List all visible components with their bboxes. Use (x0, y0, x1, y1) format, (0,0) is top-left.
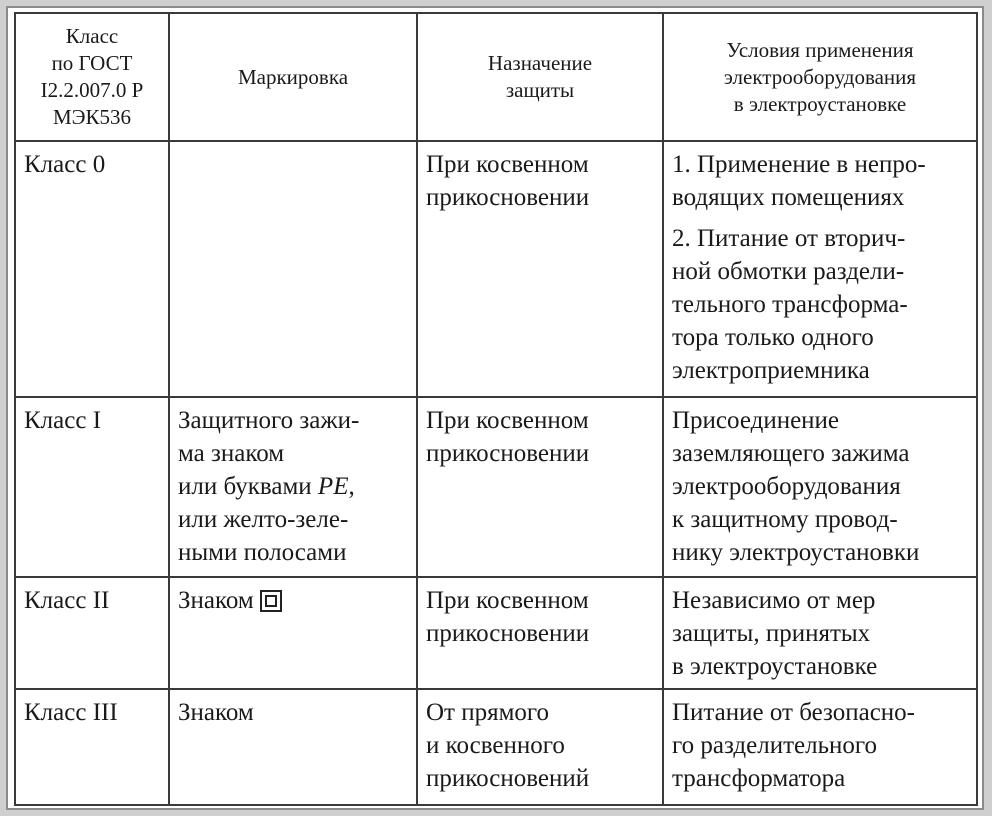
class-cell: Класс 0 (15, 141, 169, 397)
marking-cell (169, 141, 417, 397)
class-cell: Класс III (15, 689, 169, 805)
header-row (15, 13, 977, 141)
marking-cell: Знаком (169, 577, 417, 689)
purpose-cell: При косвенном прикосновении (417, 397, 663, 577)
purpose-cell: При косвенном прикосновении (417, 141, 663, 397)
conditions-cell: Независимо от мер защиты, принятых в электроустановке (663, 577, 977, 689)
pe-code: PE (317, 473, 349, 500)
header-class: Класс по ГОСТ I2.2.007.0 Р МЭК536 (15, 13, 169, 141)
table-row (15, 141, 977, 397)
class-cell: Класс II (15, 577, 169, 689)
marking-cell: Защитного зажи- ма знаком или буквами PE, или желто-зеле- ными полосами (169, 397, 417, 577)
protection-class-table (14, 12, 978, 806)
conditions-cell: Присоединение заземляющего зажима электрооборудования к защитному провод- нику электроустановки (663, 397, 977, 577)
table-row (15, 577, 977, 689)
class-cell: Класс I (15, 397, 169, 577)
header-conditions: Условия применения электрооборудования в электроустановке (663, 13, 977, 141)
table-row (15, 397, 977, 577)
header-purpose: Назначение защиты (417, 13, 663, 141)
marking-cell: Знаком (169, 689, 417, 805)
purpose-cell: При косвенном прикосновении (417, 577, 663, 689)
table-row (15, 689, 977, 805)
purpose-cell: От прямого и косвенного прикосновений (417, 689, 663, 805)
conditions-cell: Питание от безопасно- го разделительного трансформатора (663, 689, 977, 805)
document-frame (6, 6, 984, 810)
double-square-icon (260, 590, 282, 612)
conditions-cell: 1. Применение в непро- водящих помещениях 2. Питание от вторич- ной обмотки раздели- тельного трансформа- тора только одного электроприемника (663, 141, 977, 397)
marking-letters-line: или буквами PE, (178, 473, 355, 500)
header-marking: Маркировка (169, 13, 417, 141)
